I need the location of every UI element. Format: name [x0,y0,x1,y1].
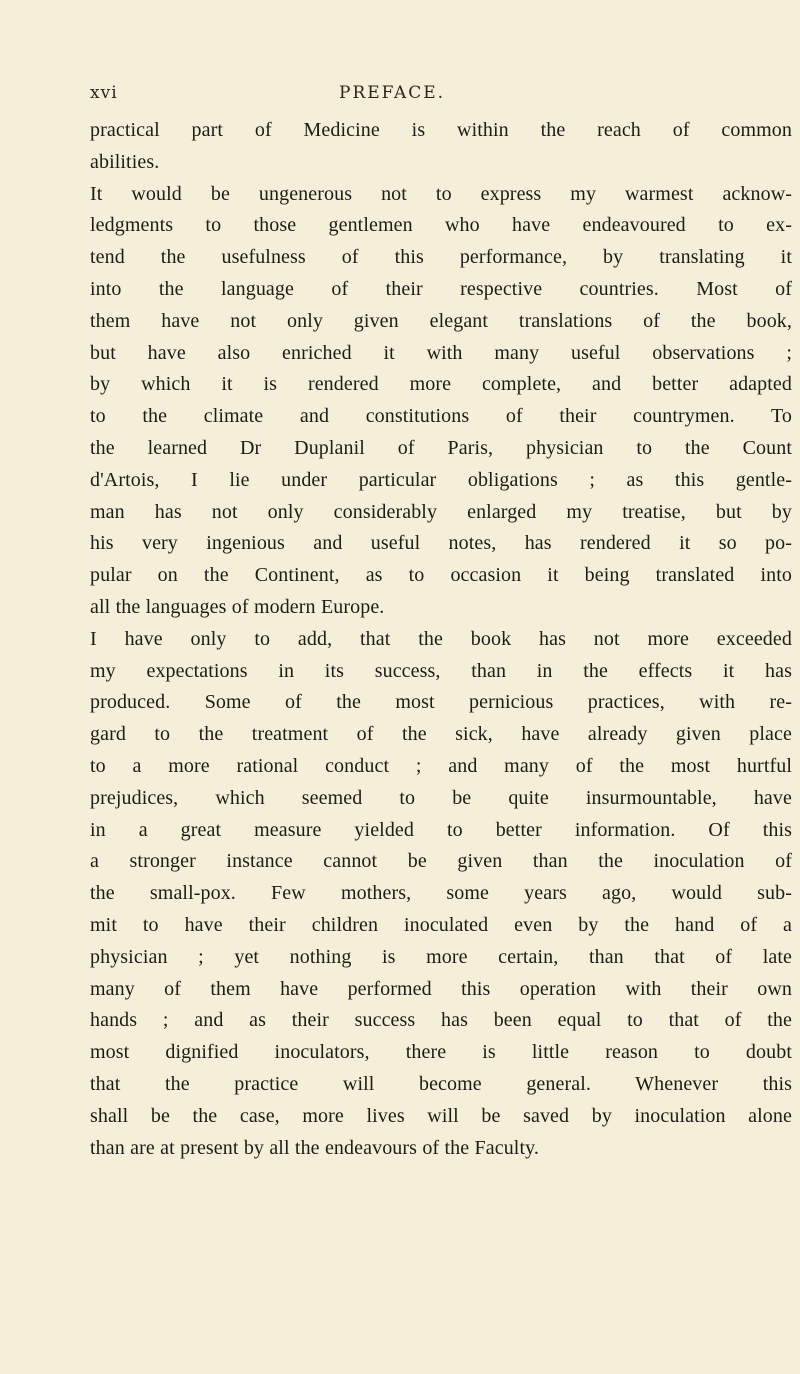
text-line: to the climate and constitutions of their countrymen. To [90,405,792,428]
text-line: prejudices, which seemed to be quite insurmountable, have [90,786,792,809]
text-line: than are at present by all the endeavours of the Faculty. [90,1136,540,1159]
text-line: a stronger instance cannot be given than the inoculation of [90,850,792,873]
text-line: most dignified inoculators, there is little reason to doubt [90,1041,792,1064]
text-line: my expectations in its success, than in the effects it has [90,659,792,682]
text-line: gard to the treatment of the sick, have already given place [90,723,792,746]
text-line: abilities. [90,150,160,173]
text-line: but have also enriched it with many useful observations ; [90,341,792,364]
preface-body-text [90,115,792,1298]
text-line: that the practice will become general. Whenever this [90,1072,792,1095]
running-title: PREFACE. [339,83,446,103]
text-line: I have only to add, that the book has not more exceeded [90,627,792,650]
text-line: mit to have their children inoculated even by the hand of a [90,913,792,936]
text-line: ledgments to those gentlemen who have endeavoured to ex- [90,214,792,237]
text-line: them have not only given elegant translations of the book, [90,309,792,332]
text-line: the learned Dr Duplanil of Paris, physician to the Count [90,436,792,459]
text-line: d'Artois, I lie under particular obligations ; as this gentle- [90,468,792,491]
text-line: into the language of their respective countries. Most of [90,277,792,300]
text-line: man has not only considerably enlarged my treatise, but by [90,500,792,523]
text-line: all the languages of modern Europe. [90,595,385,618]
text-line: tend the usefulness of this performance, by translating it [90,246,792,269]
page-header [90,83,750,107]
text-line: physician ; yet nothing is more certain, than that of late [90,945,792,968]
text-line: the small-pox. Few mothers, some years ago, would sub- [90,882,792,905]
page-number: xvi [90,83,118,103]
text-line: practical part of Medicine is within the reach of common [90,119,792,141]
text-line: shall be the case, more lives will be saved by inoculation alone [90,1104,792,1127]
text-line: It would be ungenerous not to express my warmest acknow- [90,182,792,205]
text-line: to a more rational conduct ; and many of the most hurtful [90,754,792,777]
text-line: his very ingenious and useful notes, has rendered it so po- [90,532,792,555]
text-line: pular on the Continent, as to occasion it being translated into [90,564,792,587]
text-line: in a great measure yielded to better information. Of this [90,818,792,841]
text-line: by which it is rendered more complete, and better adapted [90,373,792,396]
text-line: hands ; and as their success has been equal to that of the [90,1009,792,1032]
text-line: many of them have performed this operation with their own [90,977,792,1000]
text-line: produced. Some of the most pernicious practices, with re- [90,691,792,714]
